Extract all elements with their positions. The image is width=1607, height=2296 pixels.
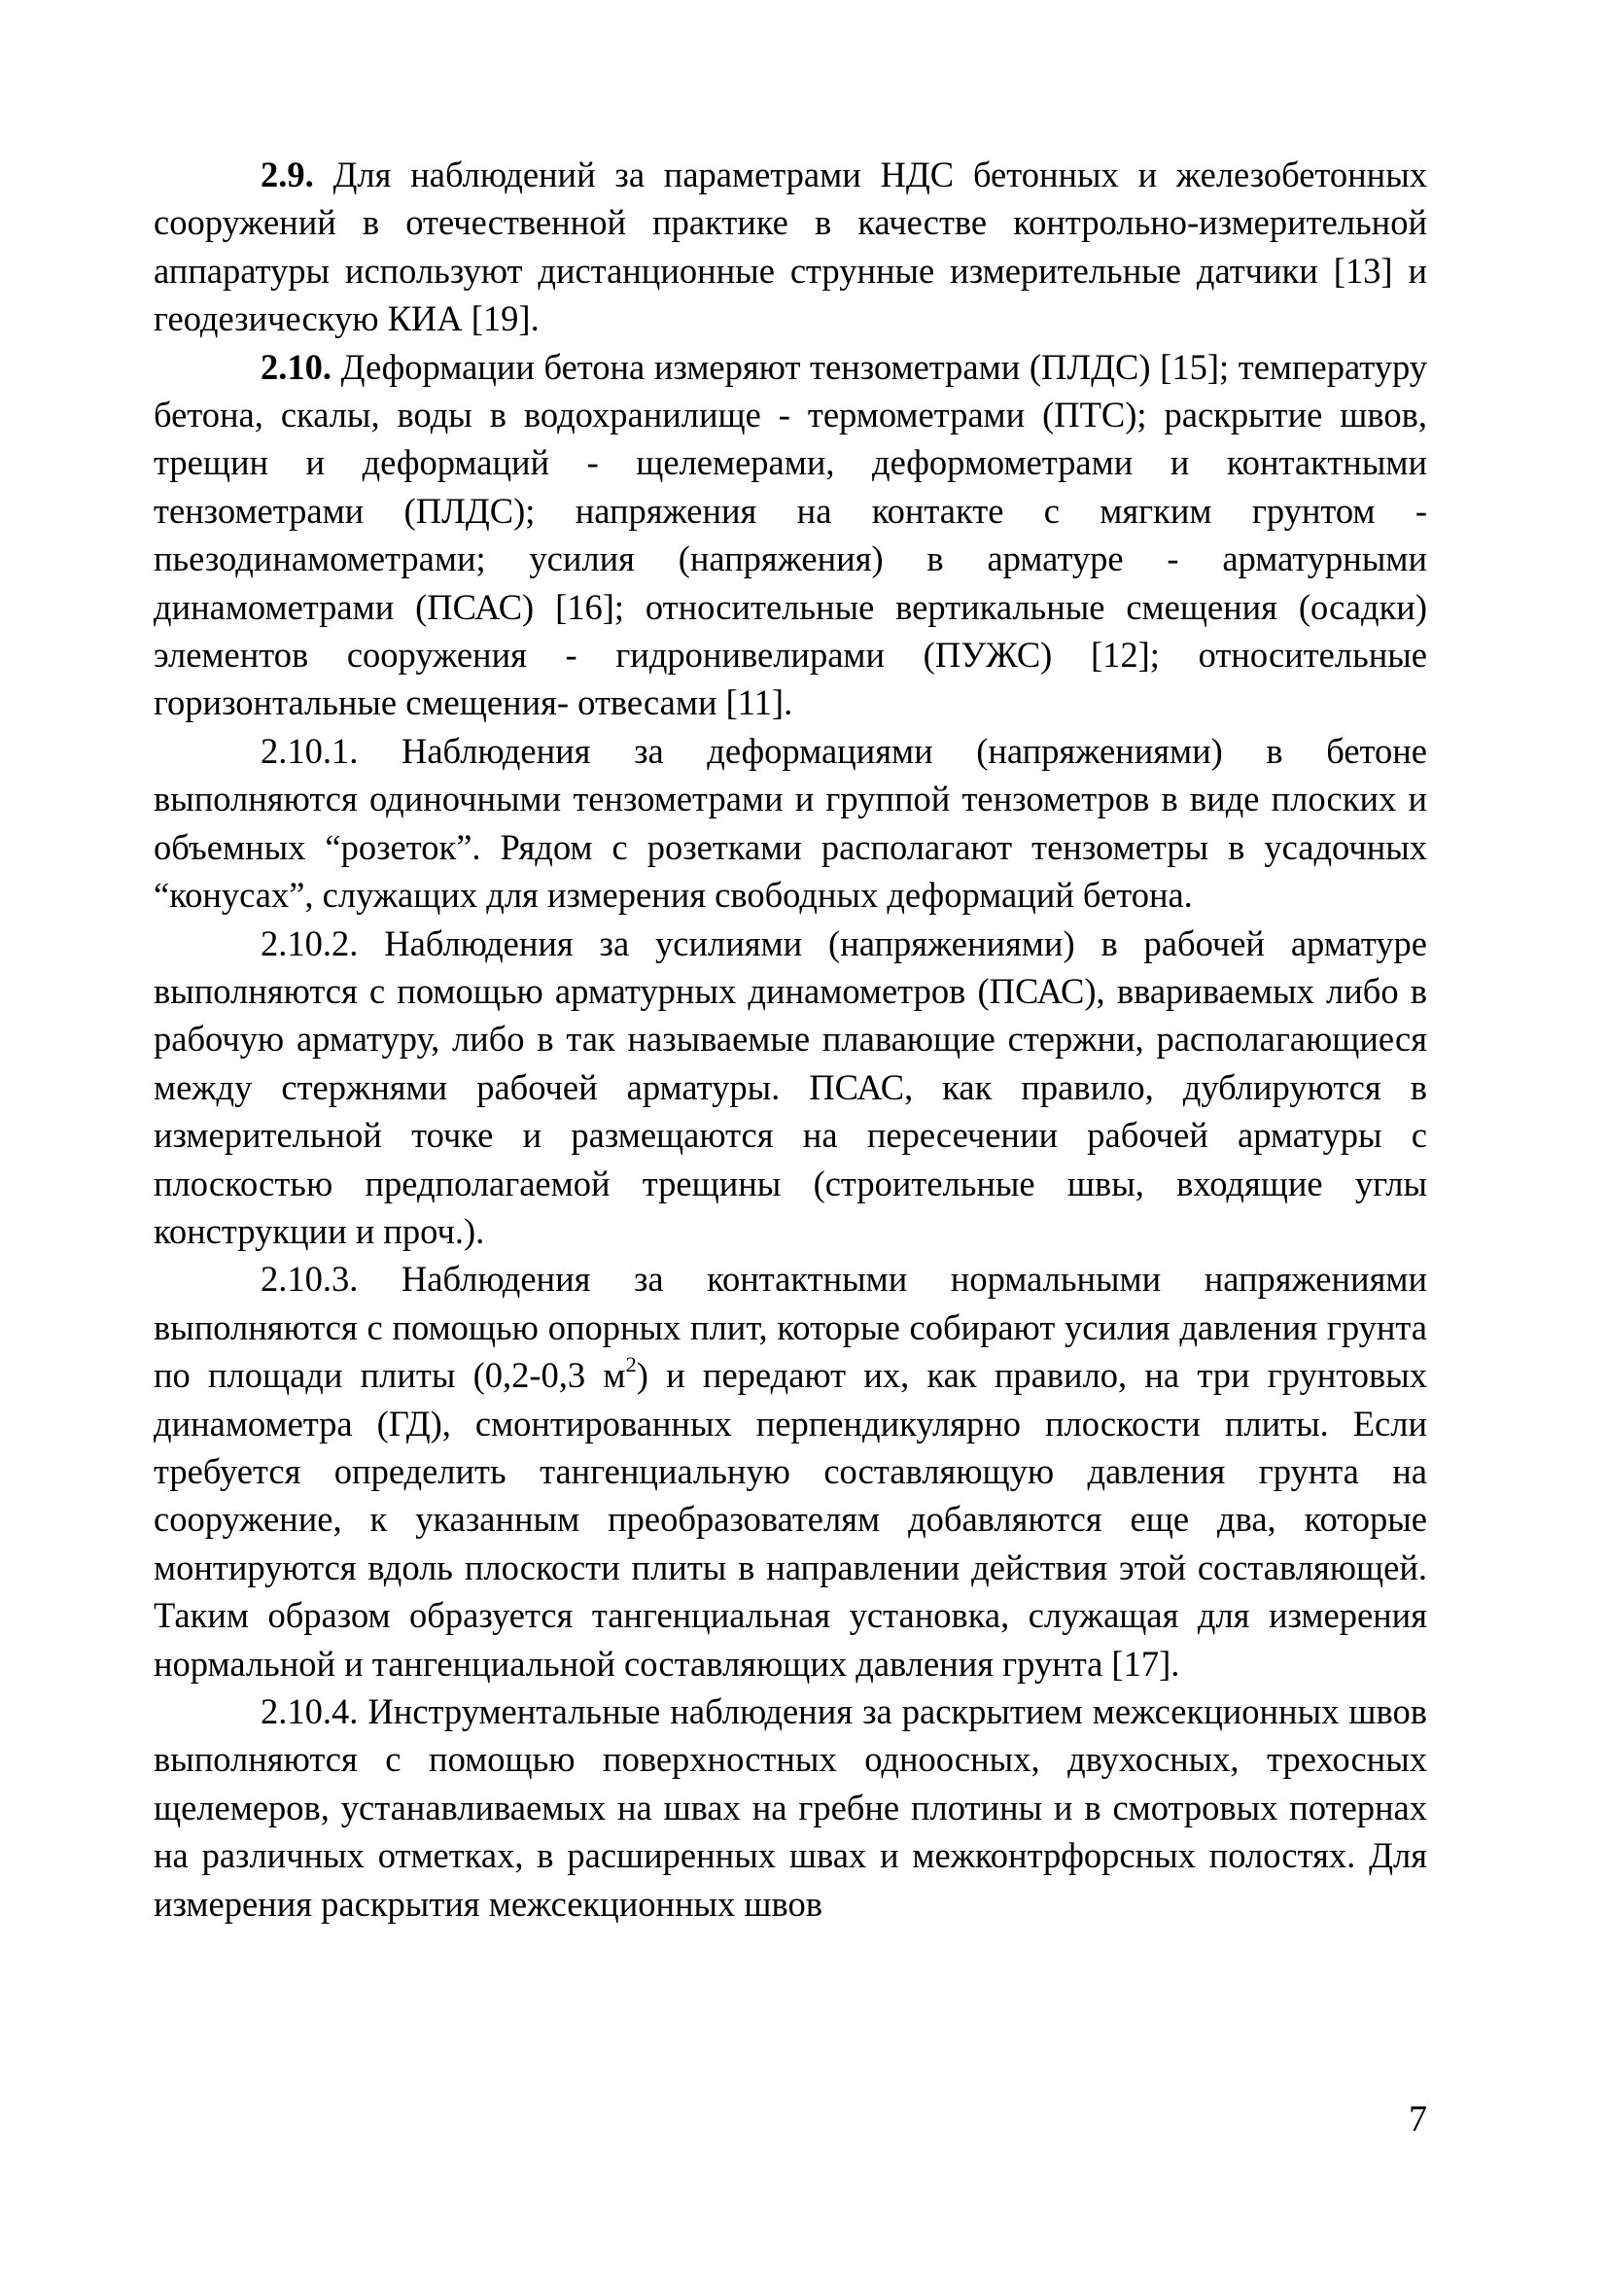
superscript-square: 2 bbox=[625, 1352, 637, 1377]
section-number-2-10-2: 2.10.2. bbox=[261, 922, 359, 963]
section-number-2-10-3: 2.10.3. bbox=[261, 1259, 359, 1300]
body-text bbox=[154, 151, 1427, 1928]
paragraph-2-10-2 bbox=[154, 920, 1427, 1256]
paragraph-2-9-text: Для наблюдений за параметрами НДС бетонных и железобетонных сооружений в отечественной практике в качестве контрольно-измерительной аппаратуры используют дистанционные струнные измерительные датчики [13] и геодезическую КИА [19]. bbox=[154, 155, 1427, 339]
paragraph-2-9 bbox=[154, 151, 1427, 343]
page-number: 7 bbox=[1409, 2099, 1427, 2139]
paragraph-2-10-4 bbox=[154, 1687, 1427, 1928]
paragraph-2-10-text: Деформации бетона измеряют тензометрами (ПЛДС) [15]; температуру бетона, скалы, воды в водохранилище - термометрами (ПТС); раскрытие швов, трещин и деформаций - щелемерами, деформометрами и контактными тензометрами (ПЛДС); напряжения на контакте с мягким грунтом - пьезодинамометрами; усилия (напряжения) в арматуре - арматурными динамометрами (ПСАС) [16]; относительные вертикальные смещения (осадки) элементов сооружения - гидронивелирами (ПУЖС) [12]; относительные горизонтальные смещения- отвесами [11]. bbox=[154, 346, 1427, 723]
paragraph-2-10-3-text-before: Наблюдения за контактными нормальными напряжениями выполняются с помощью опорных плит, которые собирают усилия давления грунта по площади плиты (0,2-0,3 м bbox=[154, 1259, 1427, 1396]
section-number-2-9: 2.9. bbox=[261, 155, 314, 194]
section-number-2-10-4: 2.10.4. bbox=[261, 1691, 359, 1731]
paragraph-2-10-2-text: Наблюдения за усилиями (напряжениями) в рабочей арматуре выполняются с помощью арматурных динамометров (ПСАС), ввариваемых либо в рабочую арматуру, либо в так называемые плавающие стержни, располагающиеся между стержнями рабочей арматуры. ПСАС, как правило, дублируются в измерительной точке и размещаются на пересечении рабочей арматуры с плоскостью предполагаемой трещины (строительные швы, входящие углы конструкции и проч.). bbox=[154, 922, 1427, 1251]
paragraph-2-10 bbox=[154, 343, 1427, 727]
section-number-2-10: 2.10. bbox=[261, 346, 332, 387]
paragraph-2-10-3-text-after: ) и передают их, как правило, на три грунтовых динамометра (ГД), смонтированных перпендикулярно плоскости плиты. Если требуется определить тангенциальную составляющую давления грунта на сооружение, к указанным преобразователям добавляются еще два, которые монтируются вдоль плоскости плиты в направлении действия этой составляющей. Таким образом образуется тангенциальная установка, служащая для измерения нормальной и тангенциальной составляющих давления грунта [17]. bbox=[154, 1355, 1427, 1684]
paragraph-2-10-4-text: Инструментальные наблюдения за раскрытием межсекционных швов выполняются с помощью поверхностных одноосных, двухосных, трехосных щелемеров, устанавливаемых на швах на гребне плотины и в смотровых потернах на различных отметках, в расширенных швах и межконтрфорсных полостях. Для измерения раскрытия межсекционных швов bbox=[154, 1691, 1427, 1924]
paragraph-2-10-1 bbox=[154, 727, 1427, 920]
paragraph-2-10-1-text: Наблюдения за деформациями (напряжениями) в бетоне выполняются одиночными тензометрами и группой тензометров в виде плоских и объемных “розеток”. Рядом с розетками располагают тензометры в усадочных “конусах”, служащих для измерения свободных деформаций бетона. bbox=[154, 730, 1427, 916]
section-number-2-10-1: 2.10.1. bbox=[261, 730, 359, 771]
paragraph-2-10-3 bbox=[154, 1255, 1427, 1687]
